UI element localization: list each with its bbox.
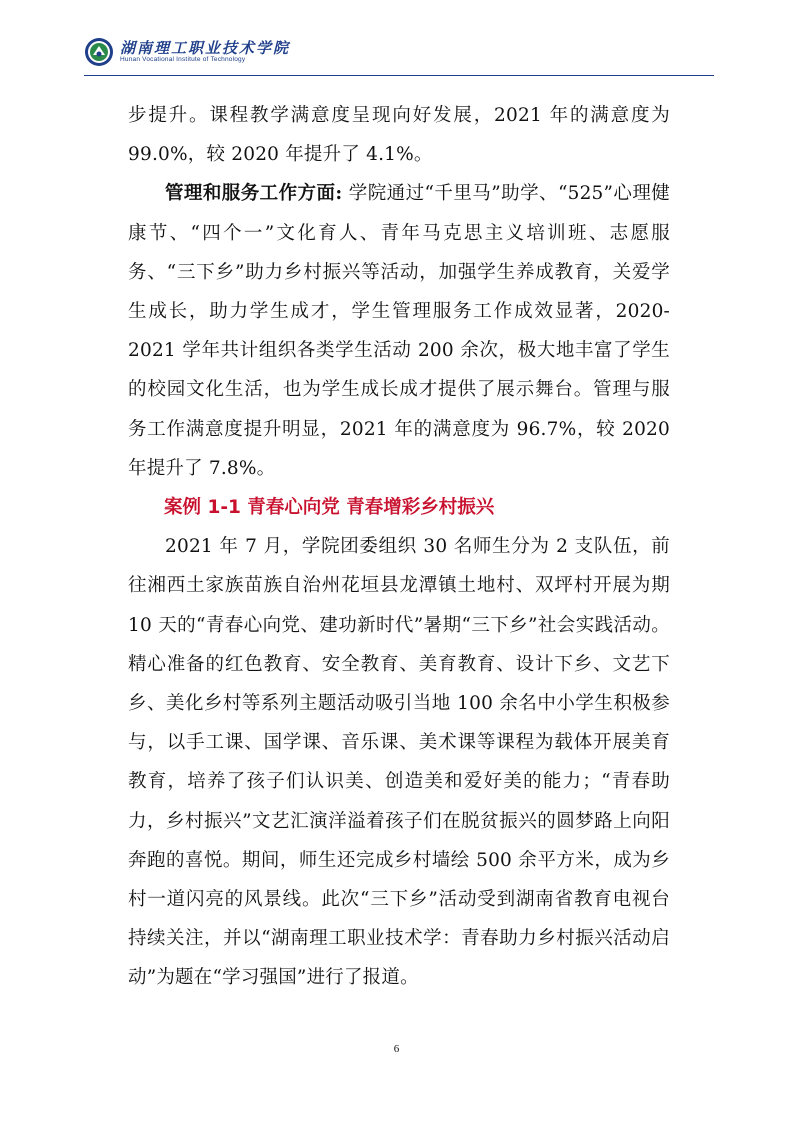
school-emblem-icon	[84, 37, 114, 67]
page-header	[84, 34, 714, 74]
paragraph-case: 2021 年 7 月，学院团委组织 30 名师生分为 2 支队伍，前往湘西土家族苗族自治州花垣县龙潭镇土地村、双坪村开展为期 10 天的“青春心向党、建功新时代”暑期“三下乡”社会实践活动。精心准备的红色教育、安全教育、美育教育、设计下乡、文艺下乡、美化乡村等系列主题活动吸引当地 100 余名中小学生积极参与，以手工课、国学课、音乐课、美术课等课程为载体开展美育教育，培养了孩子们认识美、创造美和爱好美的能力；“青春助力，乡村振兴”文艺汇演洋溢着孩子们在脱贫振兴的圆梦路上向阳奔跑的喜悦。期间，师生还完成乡村墙绘 500 余平方米，成为乡村一道闪亮的风景线。此次“三下乡”活动受到湖南省教育电视台持续关注，并以“湖南理工职业技术学：青春助力乡村振兴活动启动”为题在“学习强国”进行了报道。	[128, 536, 670, 989]
case-title: 案例 1-1 青春心向党 青春增彩乡村振兴	[164, 497, 495, 519]
header-divider	[84, 75, 714, 76]
paragraph-management-text: 学院通过“千里马”助学、“525”心理健康节、“四个一”文化育人、青年马克思主义培训班、志愿服务、“三下乡”助力乡村振兴等活动，加强学生养成教育，关爱学生成长，助力学生成才，学生管理服务工作成效显著，2020-2021 学年共计组织各类学生活动 200 余次，极大地丰富了学生的校园文化生活，也为学生成长成才提供了展示舞台。管理与服务工作满意度提升明显，2021 年的满意度为 96.7%，较 2020 年提升了 7.8%。	[128, 183, 670, 479]
school-name-cn: 湖南理工职业技术学院	[120, 39, 291, 57]
paragraph-management	[128, 174, 670, 488]
paragraph-satisfaction: 步提升。课程教学满意度呈现向好发展，2021 年的满意度为 99.0%，较 2020 年提升了 4.1%。	[128, 105, 670, 166]
document-body	[128, 96, 670, 998]
page-number: 6	[393, 1043, 400, 1055]
paragraph-lead: 管理和服务工作方面:	[165, 183, 343, 205]
school-name-en: Hunan Vocational Institute of Technology	[120, 56, 246, 63]
